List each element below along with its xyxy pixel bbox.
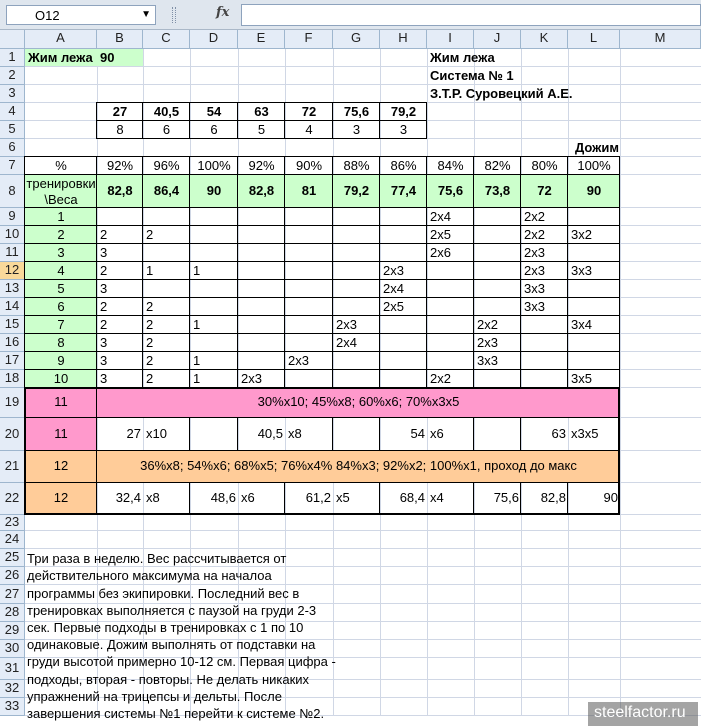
cell-j22[interactable]: 75,6	[493, 490, 519, 506]
cell-e22[interactable]: х6	[241, 490, 255, 506]
cell-border	[332, 207, 380, 226]
cell-border	[426, 261, 474, 280]
row-header-18[interactable]: 18	[0, 370, 25, 388]
cell-border	[567, 243, 620, 262]
cell-l22[interactable]: 90	[603, 490, 618, 506]
cell-a17[interactable]: 9	[57, 352, 65, 368]
cell-b5[interactable]: 8	[116, 121, 124, 137]
cell-l7[interactable]: 100%	[577, 157, 611, 173]
column-header-g[interactable]: G	[333, 30, 380, 49]
cell-border	[426, 315, 474, 334]
cell-c20[interactable]: х10	[146, 425, 167, 441]
watermark: steelfactor.ru	[588, 702, 698, 726]
cell-e8[interactable]: 82,8	[248, 182, 275, 198]
cell-d4[interactable]: 54	[206, 103, 222, 119]
cell-border	[332, 243, 380, 262]
cell-border	[379, 351, 427, 370]
cell-f17[interactable]: 2х3	[288, 352, 309, 368]
cell-border	[520, 369, 568, 388]
cell-l20[interactable]: х3х5	[571, 425, 599, 441]
cell-i11[interactable]: 2х6	[430, 244, 451, 260]
cell-border	[237, 351, 285, 370]
cell-k20[interactable]: 63	[551, 425, 566, 441]
cell-k9[interactable]: 2х2	[524, 208, 545, 224]
cell-f4[interactable]: 72	[301, 103, 317, 119]
row-header-24[interactable]: 24	[0, 531, 25, 549]
notes-paragraph[interactable]	[27, 550, 357, 722]
cell-border	[332, 225, 380, 244]
cell-i20[interactable]: х6	[430, 425, 444, 441]
cell-c5[interactable]: 6	[162, 121, 171, 137]
cell-border	[284, 333, 333, 352]
cell-h8[interactable]: 77,4	[390, 182, 417, 198]
cell-border	[473, 369, 521, 388]
cell-a11[interactable]: 3	[57, 244, 65, 260]
chevron-down-icon[interactable]: ▼	[141, 9, 151, 20]
row-header-4[interactable]: 4	[0, 103, 25, 121]
row-header-12[interactable]: 12	[0, 262, 25, 280]
cell-g8[interactable]: 79,2	[343, 182, 370, 198]
cell-d5[interactable]: 6	[210, 121, 218, 137]
row-header-15[interactable]: 15	[0, 316, 25, 334]
cell-b21[interactable]: 36%х8; 54%х6; 68%х5; 76%х4% 84%х3; 92%х2; 100%х1, проход до макс	[140, 458, 577, 474]
cell-b14[interactable]: 2	[100, 298, 108, 314]
row-header-10[interactable]: 10	[0, 226, 25, 244]
cell-d17[interactable]: 1	[193, 352, 201, 368]
cell-j8[interactable]: 73,8	[484, 182, 511, 198]
note-line: программы без экипировки. Последний вес в	[27, 585, 300, 601]
cell-i1[interactable]: Жим лежа	[430, 49, 495, 65]
column-header-m[interactable]: M	[620, 30, 701, 49]
cell-border	[473, 297, 521, 316]
column-header-i[interactable]: I	[427, 30, 474, 49]
cell-k14[interactable]: 3х3	[524, 298, 545, 314]
cell-j7[interactable]: 82%	[484, 157, 511, 173]
cell-d22[interactable]: 48,6	[210, 490, 236, 506]
cell-b10[interactable]: 2	[100, 226, 108, 242]
cell-b12[interactable]: 2	[100, 262, 108, 278]
cell-border	[379, 315, 427, 334]
row-header-3[interactable]: 3	[0, 85, 25, 103]
cell-i10[interactable]: 2х5	[430, 226, 451, 242]
cell-border	[284, 207, 333, 226]
row-header-27[interactable]: 27	[0, 585, 25, 604]
row-header-16[interactable]: 16	[0, 334, 25, 352]
row-header-19[interactable]: 19	[0, 388, 25, 418]
cell-border	[284, 243, 333, 262]
row-header-29[interactable]: 29	[0, 622, 25, 640]
cell-d8[interactable]: 90	[206, 182, 222, 198]
cell-border	[96, 207, 143, 226]
cell-border	[520, 315, 568, 334]
cell-c22[interactable]: х8	[146, 490, 160, 506]
cell-a9[interactable]: 1	[57, 208, 65, 224]
cell-border	[237, 225, 285, 244]
cell-border	[332, 417, 380, 451]
column-header-f[interactable]: F	[285, 30, 333, 49]
cell-d12[interactable]: 1	[193, 262, 201, 278]
note-line: подходы, вторая - повторы. Не делать никаких	[27, 671, 310, 687]
cell-b15[interactable]: 2	[100, 316, 108, 332]
cell-border	[142, 243, 190, 262]
cell-border	[142, 279, 190, 298]
cell-b13[interactable]: 3	[100, 280, 108, 296]
cell-a20[interactable]: 11	[54, 425, 68, 441]
cell-k22[interactable]: 82,8	[540, 490, 566, 506]
cell-d18[interactable]: 1	[193, 370, 201, 386]
cell-g4[interactable]: 75,6	[343, 103, 370, 119]
gridline	[25, 548, 701, 549]
row-header-7[interactable]: 7	[0, 157, 25, 175]
cell-f8[interactable]: 81	[301, 182, 317, 198]
row-header-20[interactable]: 20	[0, 418, 25, 451]
cell-c8[interactable]: 86,4	[153, 182, 180, 198]
cell-border	[189, 297, 238, 316]
cell-border	[473, 279, 521, 298]
cell-a13[interactable]: 5	[57, 280, 65, 296]
cell-d15[interactable]: 1	[193, 316, 201, 332]
column-header-a[interactable]: A	[25, 30, 97, 49]
cell-border	[379, 243, 427, 262]
cell-g7[interactable]: 88%	[343, 157, 370, 173]
cell-border	[332, 369, 380, 388]
cell-c10[interactable]: 2	[146, 226, 154, 242]
cell-h5[interactable]: 3	[399, 121, 408, 137]
cell-g5[interactable]: 3	[352, 121, 361, 137]
cell-c17[interactable]: 2	[146, 352, 154, 368]
cell-a8-line: \Веса	[44, 192, 78, 208]
cell-border	[237, 261, 285, 280]
cell-border	[237, 315, 285, 334]
cell-c18[interactable]: 2	[146, 370, 154, 386]
column-header-e[interactable]: E	[238, 30, 285, 49]
cell-border	[237, 333, 285, 352]
row-header-2[interactable]: 2	[0, 67, 25, 85]
row-header-30[interactable]: 30	[0, 640, 25, 658]
cell-c15[interactable]: 2	[146, 316, 154, 332]
cell-border	[332, 279, 380, 298]
cell-a14[interactable]: 6	[57, 298, 65, 314]
row-header-13[interactable]: 13	[0, 280, 25, 298]
cell-b16[interactable]: 3	[100, 334, 108, 350]
cell-k11[interactable]: 2х3	[524, 244, 545, 260]
cell-b17[interactable]: 3	[100, 352, 108, 368]
cell-k7[interactable]: 80%	[531, 157, 558, 173]
note-line: упражнений на трицепсы и дельты. После	[27, 689, 282, 705]
cell-border	[473, 243, 521, 262]
cell-i7[interactable]: 84%	[437, 157, 464, 173]
cell-h4[interactable]: 79,2	[390, 103, 417, 119]
cell-border	[284, 297, 333, 316]
note-line: завершения системы №1 перейти к системе №2.	[27, 706, 325, 722]
cell-border	[189, 417, 238, 451]
cell-j17[interactable]: 3х3	[477, 352, 498, 368]
cell-g16[interactable]: 2х4	[336, 334, 357, 350]
cell-a10[interactable]: 2	[57, 226, 65, 242]
cell-border	[520, 351, 568, 370]
cell-b1[interactable]: 90	[100, 49, 115, 65]
cell-border	[426, 333, 474, 352]
cell-border	[567, 351, 620, 370]
cell-border	[189, 225, 238, 244]
cell-border	[237, 243, 285, 262]
cell-i2[interactable]: Система № 1	[430, 67, 514, 83]
cell-b20[interactable]: 27	[126, 425, 141, 441]
cell-j15[interactable]: 2х2	[477, 316, 498, 332]
row-header-22[interactable]: 22	[0, 483, 25, 515]
cell-e7[interactable]: 92%	[248, 157, 275, 173]
column-header-b[interactable]: B	[97, 30, 143, 49]
cell-border	[426, 351, 474, 370]
cell-a8[interactable]	[25, 175, 97, 208]
cell-border	[379, 207, 427, 226]
cell-border	[237, 297, 285, 316]
cell-b18[interactable]: 3	[100, 370, 108, 386]
cell-border	[379, 369, 427, 388]
cell-border	[379, 225, 427, 244]
cell-a12[interactable]: 4	[57, 262, 65, 278]
cell-border	[473, 261, 521, 280]
cell-e4[interactable]: 63	[254, 103, 269, 119]
cell-l8[interactable]: 90	[586, 182, 602, 198]
cell-k10[interactable]: 2х2	[524, 226, 545, 242]
cell-h7[interactable]: 86%	[390, 157, 417, 173]
cell-border	[237, 279, 285, 298]
select-all-corner[interactable]	[0, 30, 25, 49]
column-header-d[interactable]: D	[190, 30, 238, 49]
row-header-26[interactable]: 26	[0, 567, 25, 585]
cell-k13[interactable]: 3х3	[524, 280, 545, 296]
cell-c7[interactable]: 96%	[153, 157, 180, 173]
cell-a7[interactable]: %	[55, 157, 67, 173]
cell-l15[interactable]: 3х4	[571, 316, 592, 332]
cell-h13[interactable]: 2х4	[383, 280, 404, 296]
cell-a8-line: тренировки	[26, 176, 96, 191]
column-header-l[interactable]: L	[568, 30, 620, 49]
row-header-25[interactable]: 25	[0, 549, 25, 567]
cell-border	[473, 225, 521, 244]
cell-c4[interactable]: 40,5	[153, 103, 180, 119]
cell-f22[interactable]: 61,2	[305, 490, 331, 506]
cell-g15[interactable]: 2х3	[336, 316, 357, 332]
row-header-33[interactable]: 33	[0, 698, 25, 716]
row-header-23[interactable]: 23	[0, 515, 25, 531]
row-header-28[interactable]: 28	[0, 604, 25, 622]
cell-g22[interactable]: х5	[336, 490, 350, 506]
cell-border	[426, 279, 474, 298]
cell-i8[interactable]: 75,6	[437, 182, 464, 198]
cell-l18[interactable]: 3х5	[571, 370, 592, 386]
name-box[interactable]	[6, 5, 156, 25]
cell-a16[interactable]: 8	[57, 334, 65, 350]
cell-border	[473, 417, 521, 451]
column-header-h[interactable]: H	[380, 30, 427, 49]
note-line: Три раза в неделю. Вес рассчитывается от	[27, 551, 287, 566]
cell-border	[567, 297, 620, 316]
cell-border	[567, 279, 620, 298]
name-box-value: O12	[35, 8, 60, 23]
cell-border	[237, 207, 285, 226]
cell-l12[interactable]: 3х3	[571, 262, 592, 278]
insert-function-icon[interactable]: fx	[216, 5, 230, 20]
cell-border	[379, 333, 427, 352]
cell-e18[interactable]: 2х3	[241, 370, 262, 386]
note-line: тренировках выполняется с паузой на груди 2-3	[27, 602, 317, 618]
cell-i9[interactable]: 2х4	[430, 208, 451, 224]
cell-e20[interactable]: 40,5	[257, 425, 283, 441]
cell-i18[interactable]: 2х2	[430, 370, 451, 386]
cell-border	[189, 333, 238, 352]
cell-a21[interactable]: 12	[53, 458, 69, 474]
cell-border	[332, 297, 380, 316]
row-header-6[interactable]: 6	[0, 139, 25, 157]
note-line: одинаковые. Дожим выполнять от подставки на	[27, 637, 316, 653]
cell-a19[interactable]: 11	[54, 394, 68, 410]
cell-b4[interactable]: 27	[112, 103, 128, 119]
cell-border	[284, 315, 333, 334]
row-header-14[interactable]: 14	[0, 298, 25, 316]
cell-a22[interactable]: 12	[53, 490, 69, 506]
cell-border	[473, 207, 521, 226]
column-header-j[interactable]: J	[474, 30, 521, 49]
cell-k8[interactable]: 72	[537, 182, 552, 198]
cell-l10[interactable]: 3х2	[571, 226, 592, 242]
cell-a15[interactable]: 7	[57, 316, 65, 332]
cell-a18[interactable]: 10	[53, 370, 69, 386]
cell-b7[interactable]: 92%	[106, 157, 134, 173]
cell-k12[interactable]: 2х3	[524, 262, 545, 278]
note-line: сек. Первые подходы в тренировках с 1 по 10	[27, 620, 304, 636]
gridline	[25, 530, 701, 531]
cell-f5[interactable]: 4	[305, 121, 313, 137]
cell-border	[284, 279, 333, 298]
cell-b19[interactable]: 30%х10; 45%х8; 60%х6; 70%х3х5	[257, 394, 460, 410]
cell-border	[567, 333, 620, 352]
cell-border	[567, 207, 620, 226]
note-line: действительного максимума на началоа	[27, 568, 272, 584]
cell-b8[interactable]: 82,8	[107, 182, 133, 198]
cell-a1[interactable]: Жим лежа	[28, 49, 93, 65]
cell-border	[332, 351, 380, 370]
cell-i3[interactable]: З.Т.Р. Суровецкий А.Е.	[430, 85, 573, 101]
cell-h14[interactable]: 2х5	[383, 298, 404, 314]
row-header-21[interactable]: 21	[0, 451, 25, 483]
cell-border	[284, 225, 333, 244]
cell-h12[interactable]: 2х3	[383, 262, 404, 278]
column-header-c[interactable]: C	[143, 30, 190, 49]
cell-d7[interactable]: 100%	[197, 157, 231, 173]
cell-j16[interactable]: 2х3	[477, 334, 498, 350]
cell-c14[interactable]: 2	[146, 298, 154, 314]
cell-border	[142, 207, 190, 226]
row-header-1[interactable]: 1	[0, 49, 25, 67]
cell-border	[426, 297, 474, 316]
cell-e5[interactable]: 5	[257, 121, 266, 137]
formula-bar-splitter[interactable]	[172, 7, 176, 23]
column-header-k[interactable]: K	[521, 30, 568, 49]
cell-border	[189, 207, 238, 226]
row-header-17[interactable]: 17	[0, 352, 25, 370]
cell-h20[interactable]: 54	[410, 425, 425, 441]
row-header-8[interactable]: 8	[0, 175, 25, 208]
row-header-5[interactable]: 5	[0, 121, 25, 139]
cell-border	[189, 279, 238, 298]
cell-c12[interactable]: 1	[146, 262, 154, 278]
note-line: груди высотой примерно 10-12 см. Первая цифра -	[27, 654, 336, 670]
cell-h22[interactable]: 68,4	[399, 490, 425, 506]
row-header-9[interactable]: 9	[0, 208, 25, 226]
cell-border	[332, 261, 380, 280]
cell-i22[interactable]: х4	[430, 490, 444, 506]
cell-border	[284, 261, 333, 280]
row-header-32[interactable]: 32	[0, 680, 25, 698]
formula-bar	[0, 0, 701, 30]
row-header-31[interactable]: 31	[0, 658, 25, 680]
cell-border	[189, 243, 238, 262]
formula-input[interactable]	[241, 4, 701, 26]
cell-f7[interactable]: 90%	[295, 157, 323, 173]
cell-l6[interactable]: Дожим	[574, 139, 619, 155]
cell-f20[interactable]: х8	[288, 425, 302, 441]
row-header-11[interactable]: 11	[0, 244, 25, 262]
cell-b11[interactable]: 3	[100, 244, 108, 260]
cell-border	[284, 369, 333, 388]
cell-b22[interactable]: 32,4	[115, 490, 141, 506]
cell-border	[520, 333, 568, 352]
cell-c16[interactable]: 2	[146, 334, 154, 350]
